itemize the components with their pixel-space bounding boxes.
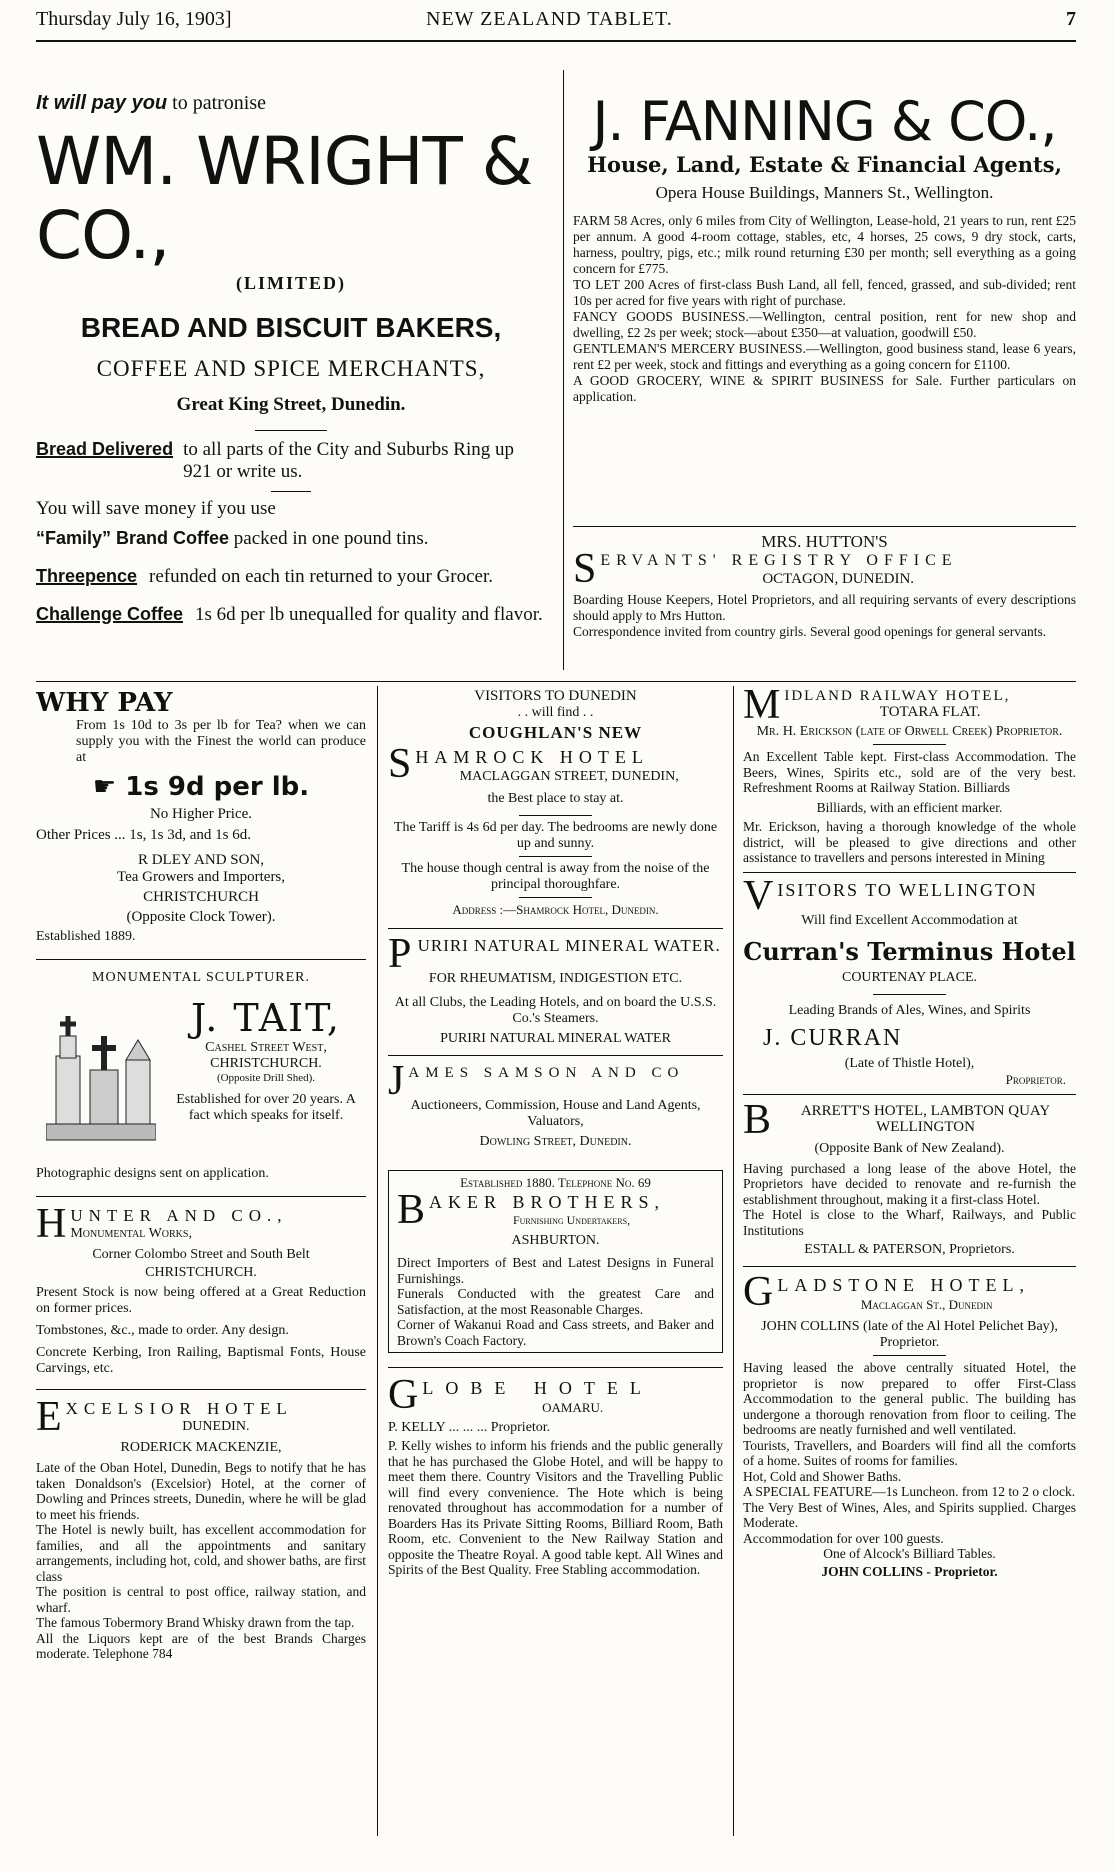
listing-fancy: FANCY GOODS BUSINESS.—Wellington, central position, rent for new shop and dwelling, £2 2s per week; stock—about £350—at valuation, goodwill £50. bbox=[573, 309, 1076, 340]
barrett-title: ARRETT'S HOTEL, LAMBTON QUAY WELLINGTON bbox=[800, 1102, 1051, 1135]
excelsior-p2: The Hotel is newly built, has excellent accommodation for families, and all the appointments and sanitary arrangements, including hot, cold, and shower baths, are first class bbox=[36, 1522, 366, 1584]
shamrock-visitors: VISITORS TO DUNEDIN bbox=[474, 688, 637, 704]
section-rule bbox=[36, 681, 1076, 682]
gladstone-owner: JOHN COLLINS (late of the Al Hotel Pelichet Bay), Proprietor. bbox=[761, 1319, 1058, 1350]
issue-date: Thursday July 16, 1903] bbox=[36, 8, 232, 30]
hunter-works: Monumental Works, bbox=[70, 1226, 192, 1241]
shamrock-street: MACLAGGAN STREET, DUNEDIN, bbox=[459, 769, 679, 784]
curran-brands: Leading Brands of Ales, Wines, and Spirits bbox=[788, 1002, 1031, 1018]
wright-advert bbox=[36, 92, 546, 672]
fanning-address: Opera House Buildings, Manners St., Wellington. bbox=[655, 183, 994, 202]
fanning-listings bbox=[573, 213, 1076, 405]
wright-name: WM. WRIGHT & CO., bbox=[36, 123, 533, 274]
baker-dropcap: B bbox=[397, 1187, 426, 1233]
divider bbox=[271, 491, 312, 492]
wright-lead-text: to patronise bbox=[172, 92, 267, 114]
barrett-dropcap: B bbox=[743, 1096, 772, 1143]
hutton-office: ERVANTS' REGISTRY OFFICE bbox=[600, 552, 958, 569]
divider bbox=[36, 1196, 366, 1197]
tait-photo: Photographic designs sent on application. bbox=[36, 1166, 269, 1181]
baker-p2: Funerals Conducted with the greatest Care and Satisfaction, at the most Reasonable Charges. bbox=[397, 1286, 714, 1317]
save-text: You will save money if you use bbox=[36, 498, 276, 519]
divider bbox=[388, 1055, 723, 1056]
whypay-firm-desc: Tea Growers and Importers, bbox=[116, 869, 286, 885]
header-rule bbox=[36, 40, 1076, 42]
family-text: packed in one pound tins. bbox=[233, 528, 429, 549]
midland-advert bbox=[743, 688, 1076, 866]
shamrock-advert bbox=[388, 688, 723, 918]
threepence-label: Threepence bbox=[36, 566, 138, 586]
gladstone-p5: The Very Best of Wines, Ales, and Spirits supplied. Charges Moderate. bbox=[743, 1499, 1076, 1530]
whypay-opposite: (Opposite Clock Tower). bbox=[126, 909, 276, 925]
threepence bbox=[36, 566, 546, 588]
baker-city: ASHBURTON. bbox=[511, 1233, 600, 1248]
bread-delivered bbox=[36, 439, 546, 483]
curran-name: J. CURRAN bbox=[763, 1024, 903, 1051]
shamrock-title: HAMROCK HOTEL bbox=[415, 747, 649, 767]
curran-will: Will find Excellent Accommodation at bbox=[801, 912, 1018, 928]
wright-street: Great King Street, Dunedin. bbox=[176, 394, 406, 415]
excelsior-p5: All the Liquors kept are of the best Brands Charges moderate. Telephone 784 bbox=[36, 1630, 366, 1661]
curran-late: (Late of Thistle Hotel), bbox=[844, 1055, 975, 1071]
column-1 bbox=[36, 688, 366, 1848]
samson-desc: Auctioneers, Commission, House and Land Agents, Valuators, bbox=[410, 1098, 701, 1129]
divider bbox=[519, 815, 593, 816]
barrett-p1: Having purchased a long lease of the above Hotel, the Proprietors have decided to renovate and re-furnish the establishment throughout, making it a first-class Hotel. bbox=[743, 1160, 1076, 1207]
monument-illustration bbox=[46, 996, 156, 1141]
whypay-advert bbox=[36, 688, 366, 945]
column-2 bbox=[388, 688, 723, 1848]
globe-advert bbox=[388, 1372, 723, 1578]
hunter-city: CHRISTCHURCH. bbox=[145, 1265, 257, 1280]
baker-sub: Furnishing Undertakers, bbox=[512, 1213, 631, 1227]
divider bbox=[743, 1094, 1076, 1095]
shamrock-best: the Best place to stay at. bbox=[487, 791, 624, 806]
excelsior-proprietor: RODERICK MACKENZIE, bbox=[120, 1440, 282, 1455]
tait-city: CHRISTCHURCH. bbox=[210, 1056, 322, 1071]
globe-proprietor: P. KELLY ... ... ... Proprietor. bbox=[388, 1420, 551, 1435]
challenge-text: 1s 6d per lb unequalled for quality and flavor. bbox=[195, 604, 543, 625]
tait-header: MONUMENTAL SCULPTURER. bbox=[92, 970, 310, 985]
samson-title: AMES SAMSON AND CO bbox=[408, 1065, 685, 1081]
column-3 bbox=[743, 688, 1076, 1848]
divider bbox=[743, 1266, 1076, 1267]
pointing-hand-icon: ☛ bbox=[92, 772, 117, 802]
shamrock-willfind: . . will find . . bbox=[517, 705, 594, 720]
curran-advert bbox=[743, 872, 1076, 1088]
column-rule-right bbox=[733, 686, 734, 1836]
fanning-advert bbox=[573, 92, 1076, 532]
shamrock-dropcap: S bbox=[388, 741, 412, 787]
divider bbox=[519, 897, 593, 898]
hunter-advert bbox=[36, 1201, 366, 1377]
challenge bbox=[36, 604, 546, 626]
hunter-title: UNTER AND CO., bbox=[70, 1206, 288, 1225]
bread-label: Bread Delivered bbox=[36, 439, 174, 459]
gladstone-title: LADSTONE HOTEL, bbox=[777, 1275, 1030, 1295]
shamrock-coughlan: COUGHLAN'S NEW bbox=[468, 723, 643, 742]
column-rule-left bbox=[377, 686, 378, 1836]
globe-title: LOBE HOTEL bbox=[422, 1378, 653, 1398]
top-column-rule bbox=[563, 70, 564, 670]
whypay-city: CHRISTCHURCH bbox=[143, 889, 259, 905]
hutton-title: MRS. HUTTON'S bbox=[761, 532, 888, 551]
hutton-location: OCTAGON, DUNEDIN. bbox=[762, 571, 915, 587]
curran-place: COURTENAY PLACE. bbox=[841, 969, 978, 985]
listing-grocery: A GOOD GROCERY, WINE & SPIRIT BUSINESS for Sale. Further particulars on application. bbox=[573, 373, 1076, 404]
hutton-advert bbox=[573, 532, 1076, 672]
gladstone-street: Maclaggan St., Dunedin bbox=[860, 1297, 993, 1312]
shamrock-address: Address :—Shamrock Hotel, Dunedin. bbox=[452, 902, 659, 917]
globe-city: OAMARU. bbox=[542, 1400, 604, 1415]
midland-p3: Mr. Erickson, having a thorough knowledge of the whole district, will be pleased to give directions and other assistance to travellers and persons interested in Mining bbox=[743, 819, 1076, 865]
whypay-other: Other Prices ... 1s, 1s 3d, and 1s 6d. bbox=[36, 827, 251, 843]
gladstone-advert bbox=[743, 1269, 1076, 1580]
gladstone-p1: Having leased the above centrally situated Hotel, the proprietor is now prepared to offer First-Class Accommodation to the general public. The building has undergone a thorough renovation from floor to ceiling. The bedrooms are neatly furnished and well ventilated. bbox=[743, 1360, 1076, 1437]
whypay-price: 1s 9d per lb. bbox=[125, 772, 310, 802]
listing-bush: TO LET 200 Acres of first-class Bush Land, all fell, fenced, grassed, and sub-divided; rent 10s per acred for five years with right of purchase. bbox=[573, 277, 1076, 308]
tait-opposite: (Opposite Drill Shed). bbox=[216, 1072, 316, 1084]
challenge-label: Challenge Coffee bbox=[36, 604, 184, 624]
barrett-opposite: (Opposite Bank of New Zealand). bbox=[814, 1140, 1005, 1156]
gladstone-sig: JOHN COLLINS - Proprietor. bbox=[821, 1563, 998, 1579]
puriri-dropcap: P bbox=[388, 931, 412, 977]
whypay-established: Established 1889. bbox=[36, 929, 136, 944]
hunter-p3: Concrete Kerbing, Iron Railing, Baptismal Fonts, House Carvings, etc. bbox=[36, 1345, 366, 1376]
excelsior-p1: Late of the Oban Hotel, Dunedin, Begs to notify that he has taken Donaldson's (Excelsior) Hotel, at the corner of Dowling and Princes streets, Dunedin, where he will be glad to meet his friends. bbox=[36, 1460, 366, 1522]
barrett-p2: The Hotel is close to the Wharf, Railways, and Public Institutions bbox=[743, 1207, 1076, 1238]
listing-farm: FARM 58 Acres, only 6 miles from City of Wellington, Lease-hold, 21 years to run, rent £25 per annum. A good 4-room cottage, stables, etc, 4 horses, 25 cows, 9 dry stock, carts, harness, poultry, pigs, etc.; milk round returning £30 per month; sell everything as a going concern for £775. bbox=[573, 213, 1076, 276]
whypay-no-higher: No Higher Price. bbox=[149, 806, 253, 822]
listing-mercery: GENTLEMAN'S MERCERY BUSINESS.—Wellington, good business stand, lease 6 years, rent £2 per week, stock and fittings and everything as a going concern for £1100. bbox=[573, 341, 1076, 372]
whypay-firm: R DLEY AND SON, bbox=[137, 852, 265, 868]
excelsior-p4: The famous Tobermory Brand Whisky drawn from the tap. bbox=[36, 1615, 355, 1630]
excelsior-dropcap: E bbox=[36, 1394, 62, 1440]
midland-p1: An Excellent Table kept. First-class Accommodation. The Beers, Wines, Spirits etc., sold are of the very best. Refreshment Rooms at Railway Station. Billiards bbox=[743, 749, 1076, 795]
puriri-footer: PURIRI NATURAL MINERAL WATER bbox=[440, 1031, 671, 1046]
divider bbox=[743, 872, 1076, 873]
midland-p2: Billiards, with an efficient marker. bbox=[816, 799, 1003, 815]
puriri-advert bbox=[388, 931, 723, 1047]
puriri-for: FOR RHEUMATISM, INDIGESTION ETC. bbox=[428, 971, 683, 986]
samson-street: Dowling Street, Dunedin. bbox=[479, 1134, 632, 1149]
hutton-dropcap: S bbox=[573, 546, 597, 592]
gladstone-p3: Hot, Cold and Shower Baths. bbox=[743, 1468, 902, 1484]
curran-prop: Proprietor. bbox=[1005, 1071, 1066, 1087]
divider bbox=[519, 856, 593, 857]
puriri-clubs: At all Clubs, the Leading Hotels, and on board the U.S.S. Co.'s Steamers. bbox=[394, 995, 717, 1026]
whypay-title: WHY PAY bbox=[36, 688, 173, 718]
baker-title: AKER BROTHERS, bbox=[429, 1192, 666, 1212]
whypay-price-line bbox=[36, 772, 366, 802]
globe-p1: P. Kelly wishes to inform his friends and the public generally that he has purchased the Globe Hotel, and will be happy to meet them there. Country Visitors and the Travelling Public will find every convenience. The Hote which is being renovated throughout has accommodation for a number of Boarders Has its Private Sitting Rooms, Billiard Room, Bath Room, etc. Convenient to the New Railway Station and opposite the Theatre Royal. A good table kept. All Wines and Spirits of the Best Quality. Free Stabling accommodation. bbox=[388, 1438, 723, 1577]
divider bbox=[36, 1389, 366, 1390]
hunter-p2: Tombstones, &c., made to order. Any design. bbox=[36, 1323, 289, 1338]
excelsior-advert bbox=[36, 1394, 366, 1662]
threepence-text: refunded on each tin returned to your Grocer. bbox=[149, 566, 494, 587]
divider bbox=[873, 1355, 946, 1356]
midland-title: IDLAND RAILWAY HOTEL, bbox=[784, 688, 1011, 704]
excelsior-p3: The position is central to post office, railway station, and wharf. bbox=[36, 1584, 366, 1615]
wright-merchants: COFFEE AND SPICE MERCHANTS, bbox=[96, 356, 486, 381]
gladstone-p6: Accommodation for over 100 guests. bbox=[743, 1530, 944, 1546]
tait-name: J. TAIT, bbox=[190, 996, 341, 1040]
curran-title: ISITORS TO WELLINGTON bbox=[777, 879, 1038, 900]
globe-dropcap: G bbox=[388, 1372, 419, 1418]
excelsior-title: XCELSIOR HOTEL bbox=[65, 1399, 293, 1418]
tait-street: Cashel Street West, bbox=[205, 1040, 327, 1055]
newspaper-title: NEW ZEALAND TABLET. bbox=[426, 8, 673, 30]
gladstone-p2: Tourists, Travellers, and Boarders will find all the comforts of a home. Suites of rooms for families. bbox=[743, 1437, 1076, 1468]
divider bbox=[873, 744, 946, 745]
midland-dropcap: M bbox=[743, 688, 781, 728]
samson-dropcap: J bbox=[388, 1058, 405, 1104]
baker-p1: Direct Importers of Best and Latest Designs in Funeral Furnishings. bbox=[397, 1255, 714, 1286]
gladstone-dropcap: G bbox=[743, 1269, 774, 1315]
hunter-p1: Present Stock is now being offered at a Great Reduction on former prices. bbox=[36, 1285, 366, 1316]
divider bbox=[388, 1367, 723, 1368]
barrett-advert bbox=[743, 1096, 1076, 1259]
divider bbox=[873, 994, 946, 995]
hutton-p1: Boarding House Keepers, Hotel Proprietors, and all requiring servants of every descriptions should apply to Mrs Hutton. bbox=[573, 592, 1076, 623]
bread-text: to all parts of the City and Suburbs Ring up 921 or write us. bbox=[183, 439, 514, 482]
shamrock-house: The house though central is away from the noise of the principal thoroughfare. bbox=[401, 861, 710, 892]
midland-owner: Mr. H. Erickson (late of Orwell Creek) Proprietor. bbox=[756, 724, 1063, 739]
hunter-dropcap: H bbox=[36, 1201, 67, 1247]
baker-est: Established 1880. Telephone No. 69 bbox=[460, 1175, 651, 1190]
baker-advert bbox=[388, 1170, 723, 1353]
wright-lead-bold: It will pay you bbox=[36, 92, 168, 114]
hutton-p2: Correspondence invited from country girls. Several good openings for general servants. bbox=[573, 624, 1047, 639]
gladstone-p7: One of Alcock's Billiard Tables. bbox=[823, 1546, 996, 1561]
midland-place: TOTARA FLAT. bbox=[879, 704, 981, 720]
barrett-props: ESTALL & PATERSON, Proprietors. bbox=[804, 1242, 1015, 1257]
divider bbox=[36, 959, 366, 960]
hunter-corner: Corner Colombo Street and South Belt bbox=[92, 1247, 310, 1262]
gladstone-p4: A SPECIAL FEATURE—1s Luncheon. from 12 to 2 o clock. bbox=[743, 1484, 1076, 1499]
wright-limited: (LIMITED) bbox=[235, 273, 346, 293]
curran-hotel: Curran's Terminus Hotel bbox=[743, 936, 1076, 966]
page-header bbox=[36, 6, 1076, 34]
wright-trade: BREAD AND BISCUIT BAKERS, bbox=[80, 312, 502, 343]
excelsior-city: DUNEDIN. bbox=[182, 1419, 250, 1434]
family-label: “Family” Brand Coffee bbox=[36, 528, 230, 548]
puriri-title: URIRI NATURAL MINERAL WATER. bbox=[417, 936, 721, 955]
page-number: 7 bbox=[1066, 8, 1076, 30]
samson-advert bbox=[388, 1058, 723, 1150]
divider bbox=[255, 430, 326, 431]
tait-est: Established for over 20 years. A fact which speaks for itself. bbox=[176, 1092, 356, 1123]
fanning-tagline: House, Land, Estate & Financial Agents, bbox=[587, 152, 1062, 177]
baker-p3: Corner of Wakanui Road and Cass streets, and Baker and Brown's Coach Factory. bbox=[397, 1317, 714, 1348]
curran-dropcap: V bbox=[743, 872, 774, 919]
tait-advert bbox=[36, 970, 366, 1190]
whypay-intro: From 1s 10d to 3s per lb for Tea? when we can supply you with the Finest the world can produce at bbox=[76, 718, 366, 765]
fanning-rule bbox=[573, 526, 1076, 527]
fanning-name: J. FANNING & CO., bbox=[592, 92, 1057, 153]
divider bbox=[388, 928, 723, 929]
shamrock-tariff: The Tariff is 4s 6d per day. The bedrooms are newly done up and sunny. bbox=[393, 820, 718, 851]
